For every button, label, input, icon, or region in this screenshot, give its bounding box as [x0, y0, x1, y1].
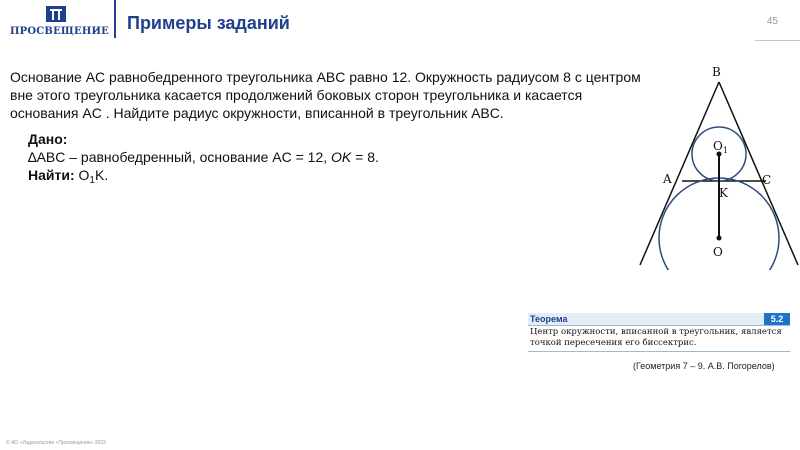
- label-a: A: [663, 172, 672, 186]
- side-line-right: [719, 82, 798, 265]
- given-label: Дано:: [28, 131, 68, 147]
- label-o1-sub: 1: [722, 146, 728, 155]
- find-k: K.: [94, 167, 109, 183]
- label-b: B: [712, 65, 721, 79]
- page-number: 45: [766, 16, 778, 27]
- side-line-left: [640, 82, 719, 265]
- ok-value: = 8.: [351, 149, 379, 165]
- source-citation: (Геометрия 7 – 9. А.В. Погорелов): [633, 361, 775, 371]
- theorem-text: Центр окружности, вписанной в треугольник, является точкой пересечения его биссектрис.: [530, 327, 782, 348]
- geometry-figure: [630, 60, 800, 270]
- theorem-title: Теорема: [530, 314, 568, 324]
- ok-variable: OK: [331, 149, 352, 165]
- theorem-header: [528, 313, 790, 326]
- given-condition-text: ∆ABC – равнобедренный, основание AC = 12,: [28, 149, 332, 165]
- label-o1: [713, 139, 728, 155]
- problem-text: Основание AC равнобедренного треугольника ABC равно 12. Окружность радиусом 8 с центром вне этого треугольника касается продолжений боковых сторон треугольника и касается основания AC . Найдите радиус окружности, вписанной в треугольник ABC.: [10, 69, 641, 121]
- slide-header: [0, 0, 800, 46]
- label-c: C: [762, 173, 772, 187]
- find-subscript: 1: [89, 175, 95, 186]
- header-rule: [755, 40, 800, 41]
- point-o: [717, 236, 722, 241]
- logo-text: ПРОСВЕЩЕНИЕ: [10, 26, 109, 37]
- given-condition: [28, 148, 448, 166]
- publisher-logo: [10, 6, 109, 42]
- find-o: O: [74, 167, 90, 183]
- label-k: K: [719, 186, 728, 200]
- label-o: O: [713, 245, 723, 259]
- find-label: Найти:: [28, 167, 75, 183]
- slide-title: Примеры заданий: [127, 13, 290, 33]
- theorem-bottom-rule: [528, 351, 790, 352]
- theorem-number: 5.2: [764, 313, 790, 325]
- label-o1-base: O: [713, 139, 723, 153]
- find-line: [28, 166, 448, 190]
- given-block: [28, 130, 448, 190]
- book-icon: [46, 6, 66, 22]
- theorem-box: [528, 313, 790, 353]
- header-divider: [114, 0, 116, 38]
- copyright-footer: © АО «Издательство «Просвещение» 2023: [6, 440, 106, 446]
